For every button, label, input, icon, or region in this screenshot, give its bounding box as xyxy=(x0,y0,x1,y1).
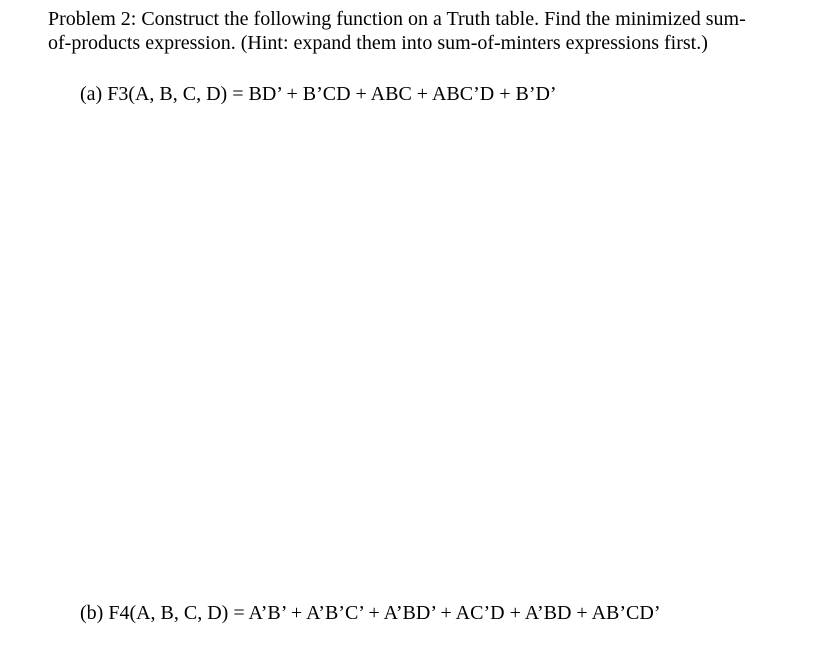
problem-statement xyxy=(48,7,808,55)
part-b-expression: (b) F4(A, B, C, D) = A’B’ + A’B’C’ + A’BD’ + AC’D + A’BD + AB’CD’ xyxy=(80,602,661,624)
problem-statement-line-2: of-products expression. (Hint: expand them into sum-of-minters expressions first.) xyxy=(48,32,708,54)
part-a-expression: (a) F3(A, B, C, D) = BD’ + B’CD + ABC + ABC’D + B’D’ xyxy=(80,83,557,105)
problem-statement-line-1: Problem 2: Construct the following function on a Truth table. Find the minimized sum- xyxy=(48,8,746,30)
